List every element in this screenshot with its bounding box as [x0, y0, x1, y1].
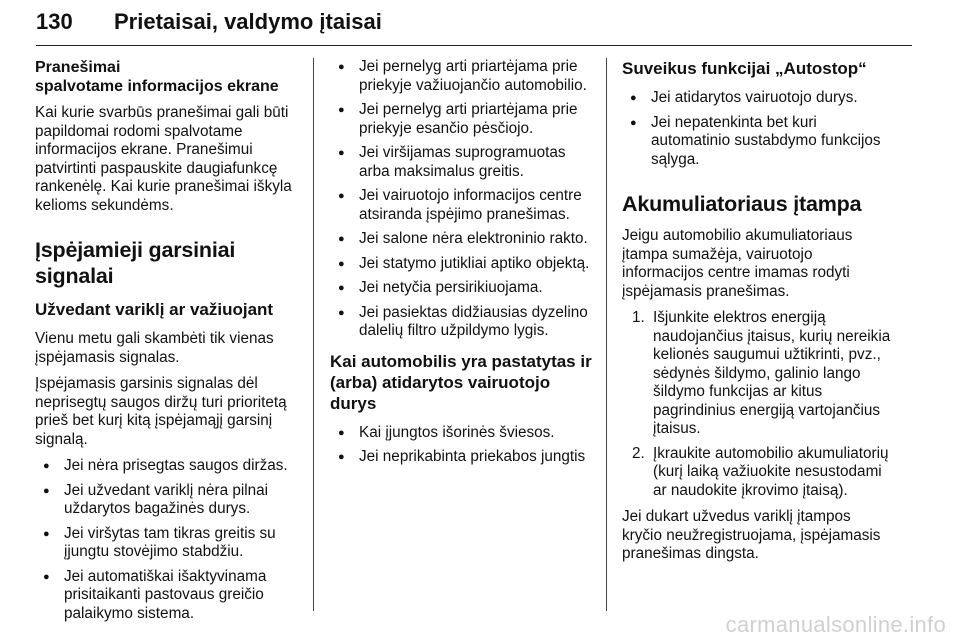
- bullet-list: [35, 457, 305, 623]
- column-divider: [313, 58, 314, 611]
- numbered-list: [622, 309, 892, 500]
- list-item: ● Jei nėra prisegtas saugos diržas.: [35, 457, 305, 476]
- list-item: ● Jei pernelyg arti priartėjama prie priekyje esančio pėsčiojo.: [330, 101, 598, 138]
- page-title: Prietaisai, valdymo įtaisai: [114, 9, 382, 34]
- bullet-list: [330, 58, 598, 341]
- list-item: ● Jei pasiektas didžiausias dyzelino dalelių filtro užpildymo lygis.: [330, 304, 598, 341]
- section-heading-messages: Pranešimai spalvotame informacijos ekrane: [35, 59, 279, 95]
- list-item: ● Jei neprikabinta priekabos jungtis: [330, 448, 598, 467]
- bullet-list: [330, 424, 598, 467]
- subheading-engine-driving: Užvedant variklį ar važiuojant: [35, 300, 274, 319]
- list-item: ● Jei statymo jutikliai aptiko objektą.: [330, 255, 598, 274]
- page-number: 130: [36, 9, 73, 34]
- list-item: ● Jei viršijamas suprogramuotas arba maksimalus greitis.: [330, 144, 598, 181]
- list-item: ● Jei salone nėra elektroninio rakto.: [330, 230, 598, 249]
- list-item: ● Jei vairuotojo informacijos centre atsiranda įspėjimo pranešimas.: [330, 187, 598, 224]
- list-item: ● Jei atidarytos vairuotojo durys.: [622, 89, 892, 108]
- list-item: ● Jei užvedant variklį nėra pilnai uždarytos bagažinės durys.: [35, 482, 305, 519]
- list-item: ● Kai įjungtos išorinės šviesos.: [330, 424, 598, 443]
- paragraph: Jeigu automobilio akumuliatoriaus įtampa sumažėja, vairuotojo informacijos centre imamas rodyti įspėjamasis pranešimas.: [622, 227, 853, 300]
- subheading-parked: Kai automobilis yra pastatytas ir (arba) atidarytos vairuotojo durys: [330, 351, 592, 413]
- list-item: 2. Įkraukite automobilio akumuliatorių (kurį laiką važiuokite nesustodami ar naudokite įkrovimo įtaisą).: [632, 444, 889, 499]
- list-item: ● Jei netyčia persirikiuojama.: [330, 279, 598, 298]
- column-right: [622, 58, 892, 572]
- page-header: [36, 9, 912, 43]
- list-item: 1. Išjunkite elektros energiją naudojančius įtaisus, kurių nereikia kelionės saugumui užtikrinti, pvz., sėdynės šildymo, galinio lango šildymo funkcijas ar kitus pagrindinius energiją vartojančius įtaisus.: [632, 309, 891, 437]
- watermark: carmanualsonline.info: [725, 612, 946, 637]
- paragraph: Kai kurie svarbūs pranešimai gali būti papildomai rodomi spalvotame informacijos ekrane. Pranešimui patvirtinti paspauskite daugiafunkcę rankenėlę. Kai kurie pranešimai iškyla kelioms sekundėms.: [35, 104, 292, 214]
- column-left: [35, 58, 305, 629]
- subheading-autostop: Suveikus funkcijai „Autostop“: [622, 59, 867, 78]
- paragraph: Įspėjamasis garsinis signalas dėl neprisegtų saugos diržų turi prioritetą prieš bet kurį kitą įspėjamąjį garsinį signalą.: [35, 375, 287, 448]
- list-item: ● Jei pernelyg arti priartėjama prie priekyje važiuojančio automobilio.: [330, 58, 598, 95]
- paragraph: Vienu metu gali skambėti tik vienas įspėjamasis signalas.: [35, 330, 274, 366]
- column-divider: [606, 58, 607, 611]
- paragraph: Jei dukart užvedus variklį įtampos kryčio neužregistruojama, įspėjamasis pranešimas dingsta.: [622, 508, 881, 562]
- section-heading-battery: Akumuliatoriaus įtampa: [622, 192, 862, 216]
- bullet-list: [622, 89, 892, 169]
- list-item: ● Jei viršytas tam tikras greitis su įjungtu stovėjimo stabdžiu.: [35, 525, 305, 562]
- list-item: ● Jei nepatenkinta bet kuri automatinio sustabdymo funkcijos sąlyga.: [622, 114, 892, 170]
- section-heading-warning-chimes: Įspėjamieji garsiniai signalai: [35, 238, 236, 288]
- column-middle: [330, 58, 598, 473]
- list-item: ● Jei automatiškai išaktyvinama prisitaikanti pastovaus greičio palaikymo sistema.: [35, 568, 305, 624]
- header-rule: [36, 45, 912, 46]
